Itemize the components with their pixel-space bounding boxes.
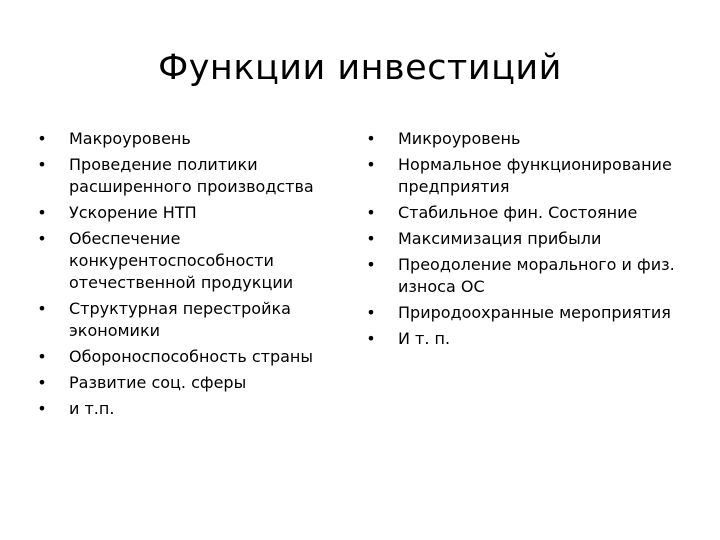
list-item-text: Обороноспособность страны	[69, 347, 313, 366]
bullet-icon: •	[366, 303, 376, 322]
bullet-icon: •	[366, 155, 376, 174]
list-item-text: Обеспечение конкурентоспособности отечественной продукции	[69, 229, 294, 292]
list-item-text: Преодоление морального и физ. износа ОС	[398, 255, 675, 296]
bullet-icon: •	[37, 129, 47, 148]
bullet-icon: •	[37, 155, 47, 174]
bullet-icon: •	[37, 373, 47, 392]
list-item	[365, 128, 685, 150]
list-item-text: Стабильное фин. Состояние	[398, 203, 638, 222]
bullet-icon: •	[366, 203, 376, 222]
list-item	[36, 372, 336, 394]
list-item-text: Нормальное функционирование предприятия	[398, 155, 672, 196]
list-item-text: Максимизация прибыли	[398, 229, 602, 248]
bullet-icon: •	[37, 399, 47, 418]
macro-level-list	[36, 128, 336, 424]
list-item	[365, 328, 685, 350]
list-item-text: и т.п.	[69, 399, 115, 418]
list-item	[365, 154, 685, 198]
list-item-text: Макроуровень	[69, 129, 191, 148]
bullet-icon: •	[366, 129, 376, 148]
list-item-text: Проведение политики расширенного производства	[69, 155, 314, 196]
list-item	[36, 298, 336, 342]
bullet-icon: •	[366, 329, 376, 348]
list-item-text: Развитие соц. сферы	[69, 373, 247, 392]
list-item	[365, 254, 685, 298]
slide-title: Функции инвестиций	[158, 48, 562, 88]
list-item-text: Микроуровень	[398, 129, 521, 148]
list-item	[36, 128, 336, 150]
list-item-text: И т. п.	[398, 329, 451, 348]
list-item-text: Ускорение НТП	[69, 203, 197, 222]
bullet-icon: •	[37, 229, 47, 248]
list-item	[36, 154, 336, 198]
list-item-text: Структурная перестройка экономики	[69, 299, 291, 340]
micro-level-list	[365, 128, 685, 354]
list-item	[36, 398, 336, 420]
list-item	[36, 346, 336, 368]
bullet-icon: •	[37, 299, 47, 318]
list-item	[36, 202, 336, 224]
bullet-icon: •	[366, 229, 376, 248]
list-item	[365, 202, 685, 224]
bullet-icon: •	[366, 255, 376, 274]
list-item	[365, 302, 685, 324]
list-item	[36, 228, 336, 294]
list-item	[365, 228, 685, 250]
list-item-text: Природоохранные мероприятия	[398, 303, 671, 322]
bullet-icon: •	[37, 347, 47, 366]
bullet-icon: •	[37, 203, 47, 222]
